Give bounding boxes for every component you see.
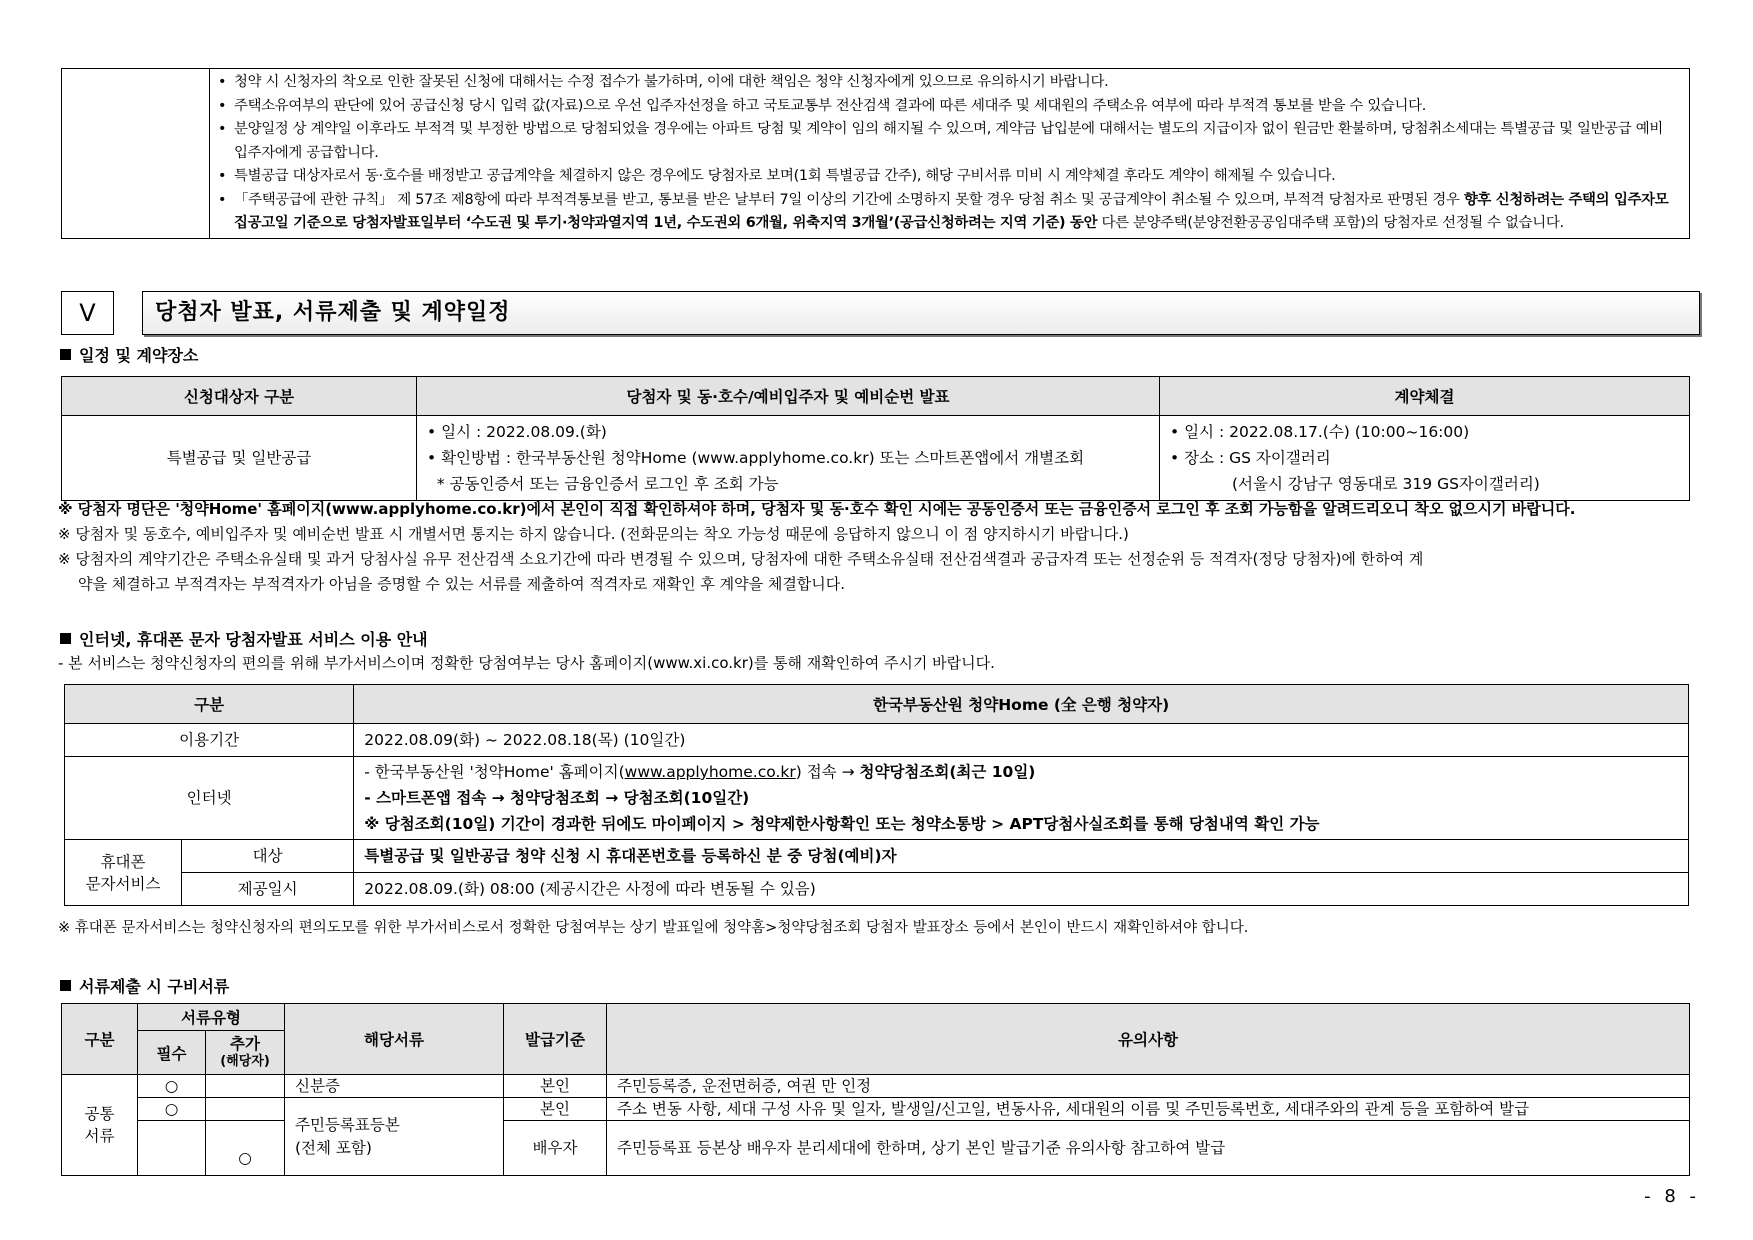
row-label: 이용기간 xyxy=(65,724,354,757)
contract-date: • 일시 : 2022.08.17.(수) (10:00~16:00) xyxy=(1170,423,1470,441)
col-header: 발급기준 xyxy=(504,1004,607,1075)
announce-cell xyxy=(417,416,1160,501)
note-item: • 주택소유여부의 판단에 있어 공급신청 당시 입력 값(자료)으로 우선 입주자선정을 하고 국토교통부 전산검색 결과에 따른 세대주 및 세대원의 주택소유 여부에 따라 부적격 통보를 받을 수 있습니다. xyxy=(218,95,1669,119)
square-bullet-icon xyxy=(60,349,71,360)
note-text: 「주택공급에 관한 규칙」 제 57조 제8항에 따라 부적격통보를 받고, 통보를 받은 날부터 7일 이상의 기간에 소명하지 못할 경우 당첨 취소 및 공급계약이 취소될 수 있으며, 부적격 당첨자로 판명된 경우 xyxy=(234,191,1464,208)
note-text: 특별공급 대상자로서 동·호수를 배정받고 공급계약을 체결하지 않은 경우에도 당첨자로 보며(1회 특별공급 간주), 해당 구비서류 미비 시 계약체결 후라도 계약이 해제될 수 있습니다. xyxy=(234,168,1336,184)
doc-name: 주민등록표등본 (전체 포함) xyxy=(285,1098,504,1176)
square-bullet-icon xyxy=(60,633,71,644)
col-header: 유의사항 xyxy=(607,1004,1690,1075)
doc-note: 주소 변동 사항, 세대 구성 사유 및 일자, 발생일/신고일, 변동사유, 세대원의 이름 및 주민등록번호, 세대주와의 관계 등을 포함하여 발급 xyxy=(607,1098,1690,1121)
extra-mark: ○ xyxy=(206,1121,285,1176)
schedule-heading: 일정 및 계약장소 xyxy=(60,343,198,366)
note-text: 청약 시 신청자의 착오로 인한 잘못된 신청에 대해서는 수정 접수가 불가하며, 이에 대한 책임은 청약 신청자에게 있으므로 유의하시기 바랍니다. xyxy=(234,74,1109,90)
target-value: 특별공급 및 일반공급 청약 신청 시 휴대폰번호를 등록하신 분 중 당첨(예비)자 xyxy=(354,840,1689,873)
notes-content-cell xyxy=(210,69,1690,239)
col-header: 당첨자 및 동·호수/예비입주자 및 예비순번 발표 xyxy=(417,377,1160,416)
note-text: 주택소유여부의 판단에 있어 공급신청 당시 입력 값(자료)으로 우선 입주자선정을 하고 국토교통부 전산검색 결과에 따른 세대주 및 세대원의 주택소유 여부에 따라 부적격 통보를 받을 수 있습니다. xyxy=(234,97,1427,114)
service-heading: 인터넷, 휴대폰 문자 당첨자발표 서비스 이용 안내 xyxy=(60,627,428,650)
note-item: • 청약 시 신청자의 착오로 인한 잘못된 신청에 대해서는 수정 접수가 불가하며, 이에 대한 책임은 청약 신청자에게 있으므로 유의하시기 바랍니다. xyxy=(218,71,1669,95)
contract-place: • 장소 : GS 자이갤러리 xyxy=(1170,449,1331,467)
notes-blank-cell xyxy=(62,69,210,239)
section-number: V xyxy=(61,291,114,335)
row-label: 인터넷 xyxy=(65,757,354,840)
applyhome-link[interactable]: www.applyhome.co.kr xyxy=(624,763,796,781)
schedule-table xyxy=(61,376,1690,501)
group-label: 공통 서류 xyxy=(62,1075,138,1176)
note-text: 다른 분양주택(분양전환공공임대주택 포함)의 당첨자로 선정될 수 없습니다. xyxy=(1097,215,1564,231)
required-mark: ○ xyxy=(138,1075,206,1098)
note-text-bold: 향후 신청하려는 주택의 입주자모집공고일 기준으로 당첨자발표일부터 ‘수도권 및 투기·청약과열지역 1년, 수도권외 6개월, 위축지역 3개월’(공급신청하려는 지역 기준) 동안 xyxy=(234,191,1669,231)
col-header: 계약체결 xyxy=(1160,377,1690,416)
col-header: 서류유형 xyxy=(138,1004,285,1031)
required-mark-empty xyxy=(138,1121,206,1176)
issue-basis: 배우자 xyxy=(504,1121,607,1176)
row-label: 특별공급 및 일반공급 xyxy=(62,416,417,501)
schedule-notes xyxy=(58,497,1698,597)
extra-mark-empty xyxy=(206,1098,285,1121)
announce-method: • 확인방법 : 한국부동산원 청약Home (www.applyhome.co.kr) 또는 스마트폰앱에서 개별조회 xyxy=(427,449,1085,467)
documents-table xyxy=(61,1003,1690,1176)
internet-line: ※ 당첨조회(10일) 기간이 경과한 뒤에도 마이페이지 > 청약제한사항확인 또는 청약소통방 > APT당첨사실조회를 통해 당첨내역 확인 가능 xyxy=(364,815,1320,833)
docs-heading: 서류제출 시 구비서류 xyxy=(60,974,229,997)
note-line: ※ 당첨자 및 동호수, 예비입주자 및 예비순번 발표 시 개별서면 통지는 하지 않습니다. (전화문의는 착오 가능성 때문에 응답하지 않으니 이 점 양지하시기 바랍니다.) xyxy=(58,525,1129,543)
col-header: 한국부동산원 청약Home (全 은행 청약자) xyxy=(354,685,1689,724)
announce-date: • 일시 : 2022.08.09.(화) xyxy=(427,423,607,441)
provide-value: 2022.08.09.(화) 08:00 (제공시간은 사정에 따라 변동될 수 있음) xyxy=(354,873,1689,906)
row-label: 휴대폰 문자서비스 xyxy=(65,840,182,906)
col-header: 추가 (해당자) xyxy=(206,1031,285,1075)
note-item: • 특별공급 대상자로서 동·호수를 배정받고 공급계약을 체결하지 않은 경우에도 당첨자로 보며(1회 특별공급 간주), 해당 구비서류 미비 시 계약체결 후라도 계약이 해제될 수 있습니다. xyxy=(218,165,1669,189)
note-item: • 분양일정 상 계약일 이후라도 부적격 및 부정한 방법으로 당첨되었을 경우에는 아파트 당첨 및 계약이 임의 해지될 수 있으며, 계약금 납입분에 대해서는 별도의 지급이자 없이 원금만 환불하며, 당첨취소세대는 특별공급 및 일반공급 예비입주자에게 공급합니다. xyxy=(218,118,1669,165)
note-item: • 「주택공급에 관한 규칙」 제 57조 제8항에 따라 부적격통보를 받고, 통보를 받은 날부터 7일 이상의 기간에 소명하지 못할 경우 당첨 취소 및 공급계약이 취소될 수 있으며, 부적격 당첨자로 판명된 경우 향후 신청하려는 주택의 입주자모집공고일 기준으로 당첨자발표일부터 ‘수도권 및 투기·청약과열지역 1년, 수도권외 6개월, 위축지역 3개월’(공급신청하려는 지역 기준) 동안 다른 분양주택(분양전환공공임대주택 포함)의 당첨자로 선정될 수 없습니다. xyxy=(218,191,1669,231)
row-label: 제공일시 xyxy=(182,873,354,906)
note-text: 분양일정 상 계약일 이후라도 부적격 및 부정한 방법으로 당첨되었을 경우에는 아파트 당첨 및 계약이 임의 해지될 수 있으며, 계약금 납입분에 대해서는 별도의 지급이자 없이 원금만 환불하며, 당첨취소세대는 특별공급 및 일반공급 예비입주자에게 공급합니다. xyxy=(234,121,1663,161)
service-intro: - 본 서비스는 청약신청자의 편의를 위해 부가서비스이며 정확한 당첨여부는 당사 홈페이지(www.xi.co.kr)를 통해 재확인하여 주시기 바랍니다. xyxy=(58,654,995,672)
period-value: 2022.08.09(화) ~ 2022.08.18(목) (10일간) xyxy=(354,724,1689,757)
page-number: - 8 - xyxy=(1644,1186,1700,1207)
service-table xyxy=(64,684,1689,906)
required-mark: ○ xyxy=(138,1098,206,1121)
eligibility-notes-table xyxy=(61,68,1690,239)
service-note: ※ 휴대폰 문자서비스는 청약신청자의 편의도모를 위한 부가서비스로서 정확한 당첨여부는 상기 발표일에 청약홈>청약당첨조회 당첨자 발표장소 등에서 본인이 반드시 재확인하셔야 합니다. xyxy=(58,920,1249,936)
row-label: 대상 xyxy=(182,840,354,873)
col-header: 필수 xyxy=(138,1031,206,1075)
col-header: 구분 xyxy=(65,685,354,724)
internet-line: - 스마트폰앱 접속 → 청약당첨조회 → 당첨조회(10일간) xyxy=(364,789,750,807)
col-header: 해당서류 xyxy=(285,1004,504,1075)
contract-cell xyxy=(1160,416,1690,501)
col-header: 신청대상자 구분 xyxy=(62,377,417,416)
col-header: 구분 xyxy=(62,1004,138,1075)
square-bullet-icon xyxy=(60,980,71,991)
doc-note: 주민등록증, 운전면허증, 여권 만 인정 xyxy=(607,1075,1690,1098)
note-line: ※ 당첨자의 계약기간은 주택소유실태 및 과거 당첨사실 유무 전산검색 소요기간에 따라 변경될 수 있으며, 당첨자에 대한 주택소유실태 전산검색결과 공급자격 또는 선정순위 등 적격자(정당 당첨자)에 한하여 계 xyxy=(58,550,1424,568)
announce-note: * 공동인증서 또는 금융인증서 로그인 후 조회 가능 xyxy=(427,475,779,493)
extra-mark-empty xyxy=(206,1075,285,1098)
contract-address: (서울시 강남구 영동대로 319 GS자이갤러리) xyxy=(1232,475,1540,493)
internet-cell: - 한국부동산원 '청약Home' 홈페이지(www.applyhome.co.kr) 접속 → 청약당첨조회(최근 10일) - 스마트폰앱 접속 → 청약당첨조회 → 당첨조회(10일간) ※ 당첨조회(10일) 기간이 경과한 뒤에도 마이페이지 > 청약제한사항확인 또는 청약소통방 > APT당첨사실조회를 통해 당첨내역 확인 가능 xyxy=(354,757,1689,840)
doc-name: 신분증 xyxy=(285,1075,504,1098)
note-line: 약을 체결하고 부적격자는 부적격자가 아님을 증명할 수 있는 서류를 제출하여 적격자로 재확인 후 계약을 체결합니다. xyxy=(78,575,846,593)
note-line: ※ 당첨자 명단은 '청약Home' 홈페이지(www.applyhome.co.kr)에서 본인이 직접 확인하셔야 하며, 당첨자 및 동·호수 확인 시에는 공동인증서 또는 금융인증서 로그인 후 조회 가능함을 알려드리오니 착오 없으시기 바랍니다. xyxy=(58,500,1576,518)
issue-basis: 본인 xyxy=(504,1075,607,1098)
doc-note: 주민등록표 등본상 배우자 분리세대에 한하며, 상기 본인 발급기준 유의사항 참고하여 발급 xyxy=(607,1121,1690,1176)
section-title: 당첨자 발표, 서류제출 및 계약일정 xyxy=(142,291,1700,335)
issue-basis: 본인 xyxy=(504,1098,607,1121)
